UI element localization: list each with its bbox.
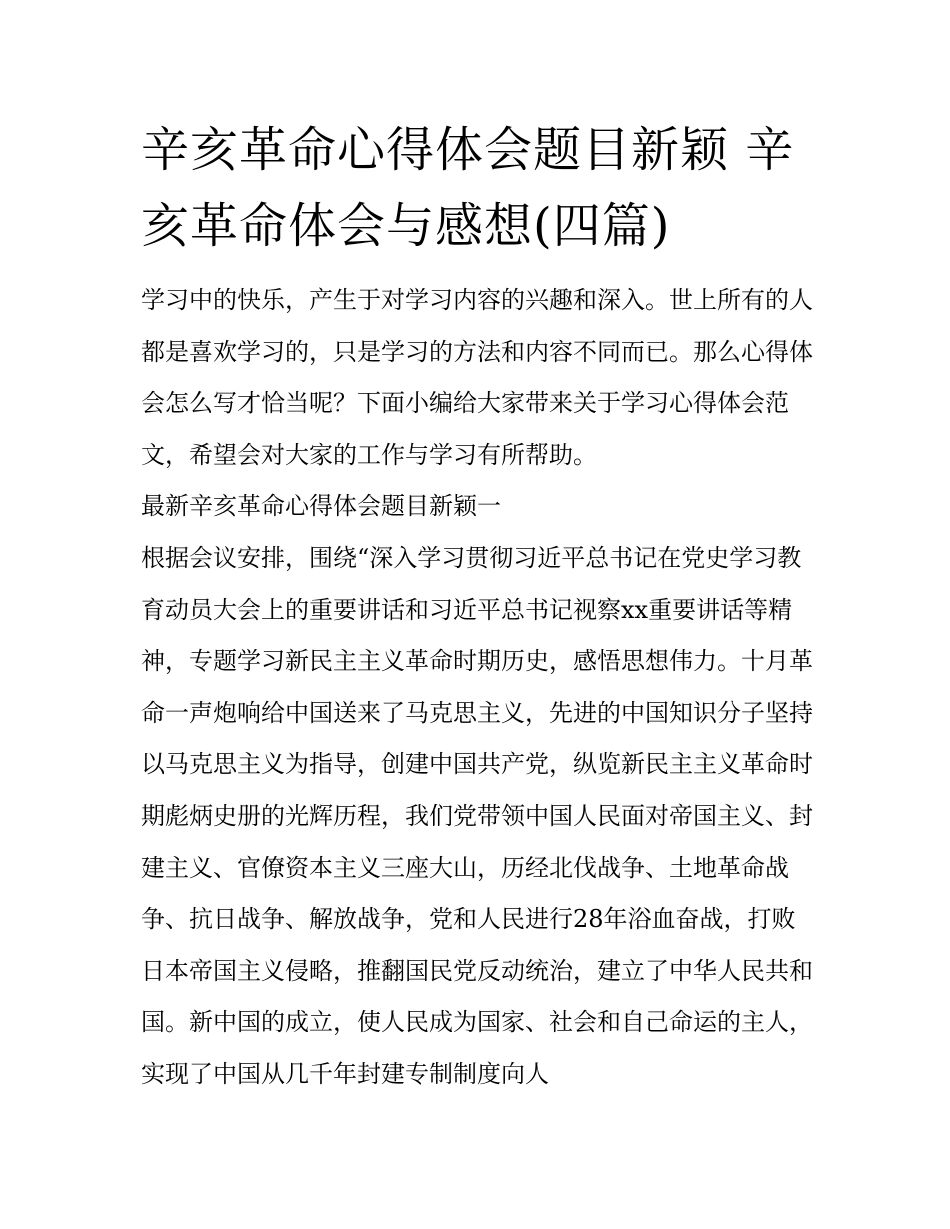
section-heading: 最新辛亥革命心得体会题目新颖一 xyxy=(141,492,501,521)
document-title: 辛亥革命心得体会题目新颖 辛亥革命体会与感想(四篇) xyxy=(141,122,795,254)
body-paragraph: 根据会议安排，围绕“深入学习贯彻习近平总书记在党史学习教育动员大会上的重要讲话和习近平总书记视察xx重要讲话等精神，专题学习新民主主义革命时期历史，感悟思想伟力。十月革命一声炮响给中国送来了马克思主义，先进的中国知识分子坚持以马克思主义为指导，创建中国共产党，纵览新民主主义革命时期彪炳史册的光辉历程，我们党带领中国人民面对帝国主义、封建主义、官僚资本主义三座大山，历经北伐战争、土地革命战争、抗日战争、解放战争，党和人民进行28年浴血奋战，打败日本帝国主义侵略，推翻国民党反动统治，建立了中华人民共和国。新中国的成立，使人民成为国家、社会和自己命运的主人，实现了中国从几千年封建专制制度向人 xyxy=(141,543,813,1088)
document-body xyxy=(141,275,813,1101)
intro-paragraph: 学习中的快乐，产生于对学习内容的兴趣和深入。世上所有的人都是喜欢学习的，只是学习的方法和内容不同而已。那么心得体会怎么写才恰当呢？下面小编给大家带来关于学习心得体会范文，希望会对大家的工作与学习有所帮助。 xyxy=(141,286,813,469)
